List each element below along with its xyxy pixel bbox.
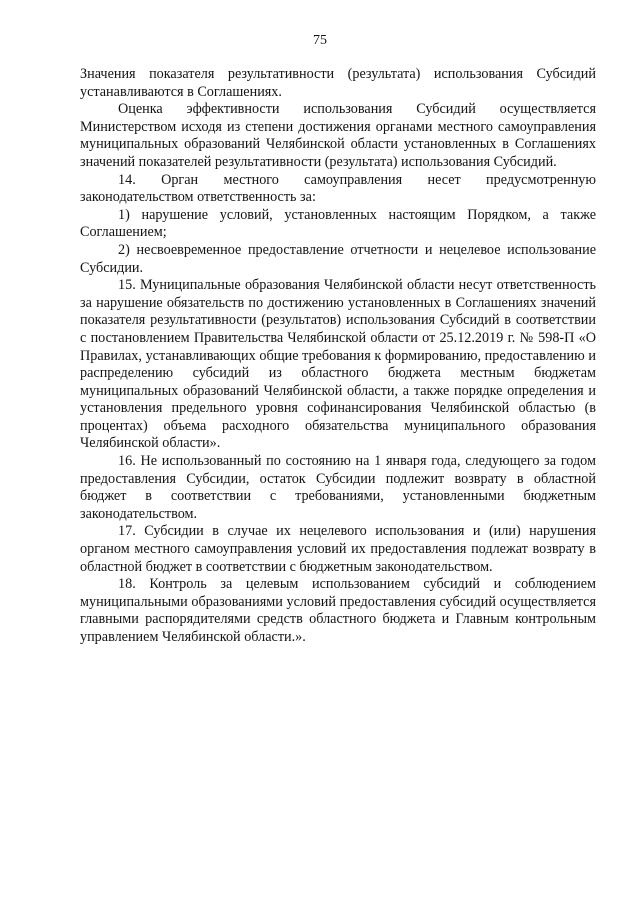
document-body <box>80 66 596 647</box>
paragraph-indicator-values: Значения показателя результативности (результата) использования Субсидий устанавливаются в Соглашениях. <box>80 66 596 100</box>
paragraph-16-unused-balance: 16. Не использованный по состоянию на 1 января года, следующего за годом предоставления Субсидии, остаток Субсидии подлежит возврату в областной бюджет в соответствии с требованиями, установленными бюджетным законодательством. <box>80 453 596 522</box>
paragraph-14-item-1: 1) нарушение условий, установленных настоящим Порядком, а также Соглашением; <box>80 206 596 241</box>
page-number: 75 <box>313 33 327 48</box>
paragraph-18-control: 18. Контроль за целевым использованием субсидий и соблюдением муниципальными образованиями условий предоставления субсидий осуществляется главными распорядителями средств областного бюджета и Главным контрольным управлением Челябинской области.». <box>80 576 596 645</box>
paragraph-15-obligations: 15. Муниципальные образования Челябинской области несут ответственность за нарушение обязательств по достижению установленных в Соглашениях значений показателя результативности (результатов) использования Субсидий в соответствии с постановлением Правительства Челябинской области от 25.12.2019 г. № 598-П «О Правилах, устанавливающих общие требования к формированию, предоставлению и распределению субсидий из областного бюджета местным бюджетам муниципальных образований Челябинской области, а также порядке определения и установления предельного уровня софинансирования Челябинской областью (в процентах) объема расходного обязательства муниципального образования Челябинской области». <box>80 277 596 452</box>
paragraph-efficiency-assessment: Оценка эффективности использования Субсидий осуществляется Министерством исходя из степени достижения органами местного самоуправления муниципальных образований Челябинской области установленных в Соглашениях значений показателей результативности (результата) использования Субсидий. <box>80 101 596 170</box>
paragraph-14-responsibility: 14. Орган местного самоуправления несет предусмотренную законодательством ответственность за: <box>80 171 596 206</box>
paragraph-17-misuse-return: 17. Субсидии в случае их нецелевого использования и (или) нарушения органом местного самоуправления условий их предоставления подлежат возврату в областной бюджет в соответствии с бюджетным законодательством. <box>80 523 596 575</box>
paragraph-14-item-2: 2) несвоевременное предоставление отчетности и нецелевое использование Субсидии. <box>80 241 596 276</box>
